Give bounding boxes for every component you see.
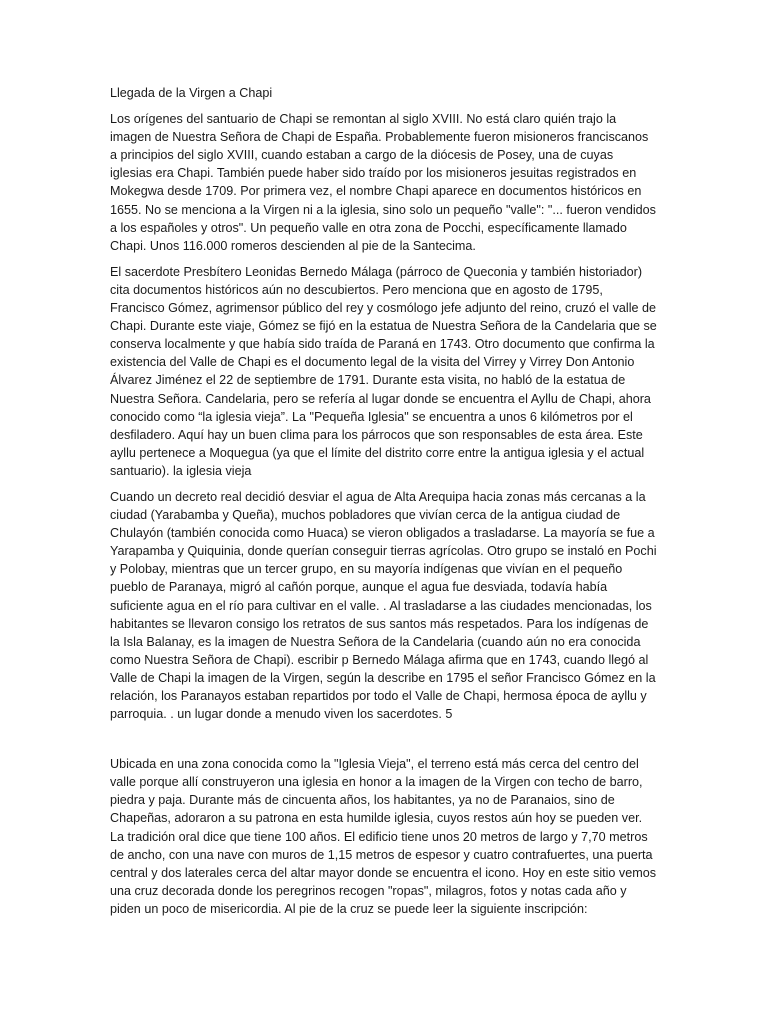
paragraph-origins: Los orígenes del santuario de Chapi se remontan al siglo XVIII. No está claro quién trajo la imagen de Nuestra Señora de Chapi de España. Probablemente fueron misioneros franciscanos a principios del siglo XVIII, cuando estaban a cargo de la diócesis de Posey, una de cuyas iglesias era Chapi. También puede haber sido traído por los misioneros jesuitas registrados en Mokegwa desde 1709. Por primera vez, el nombre Chapi aparece en documentos históricos en 1655. No se menciona a la Virgen ni a la iglesia, sino solo un pequeño "valle": "... fueron vendidos a los españoles y otros". Un pequeño valle en otra zona de Pocchi, específicamente llamado Chapi. Unos 116.000 romeros descienden al pie de la Santecima. xyxy=(110,112,656,253)
document-page xyxy=(110,84,658,918)
paragraph-bernedo: El sacerdote Presbítero Leonidas Bernedo Málaga (párroco de Queconia y también historiador) cita documentos históricos aún no descubiertos. Pero menciona que en agosto de 1795, Francisco Gómez, agrimensor público del rey y cosmólogo jefe adjunto del reino, cruzó el valle de Chapi. Durante este viaje, Gómez se fijó en la estatua de Nuestra Señora de la Candelaria que se conserva localmente y que había sido traída de Paraná en 1743. Otro documento que confirma la existencia del Valle de Chapi es el documento legal de la visita del Virrey y Virrey Don Antonio Álvarez Jiménez el 22 de septiembre de 1791. Durante esta visita, no habló de la estatua de Nuestra Señora. Candelaria, pero se refería al lugar donde se encuentra el Ayllu de Chapi, ahora conocido como “la iglesia vieja”. La "Pequeña Iglesia" se encuentra a unos 6 kilómetros por el desfiladero. Aquí hay un buen clima para los párrocos que son responsables de esta área. Este ayllu pertenece a Moquegua (ya que el límite del distrito corre entre la antigua iglesia y el actual santuario). la iglesia vieja xyxy=(110,264,657,478)
paragraph-royal-decree: Cuando un decreto real decidió desviar el agua de Alta Arequipa hacia zonas más cercanas a la ciudad (Yarabamba y Queña), muchos pobladores que vivían cerca de la antigua ciudad de Chulayón (también conocida como Huaca) se vieron obligados a trasladarse. La mayoría se fue a Yarapamba y Quiquinia, donde querían conseguir tierras agrícolas. Otro grupo se instaló en Pochi y Polobay, mientras que un tercer grupo, en su mayoría indígenas que vivían en el pequeño pueblo de Paranaya, migró al cañón porque, aunque el agua fue desviada, todavía había suficiente agua en el río para cultivar en el valle. . Al trasladarse a las ciudades mencionadas, los habitantes se llevaron consigo los retratos de sus santos más respetados. Para los indígenas de la Isla Balanay, es la imagen de Nuestra Señora de la Candelaria (cuando aún no era conocida como Nuestra Señora de Chapi). escribir p Bernedo Málaga afirma que en 1743, cuando llegó al Valle de Chapi la imagen de la Virgen, según la describe en 1795 el señor Francisco Gómez en la relación, los Paranayos estaban repartidos por todo el Valle de Chapi, hermosa época de ayllu y parroquia. . un lugar donde a menudo viven los sacerdotes. 5 xyxy=(110,489,657,722)
paragraph-old-church: Ubicada en una zona conocida como la "Iglesia Vieja", el terreno está más cerca del centro del valle porque allí construyeron una iglesia en honor a la imagen de la Virgen con techo de barro, piedra y paja. Durante más de cincuenta años, los habitantes, ya no de Paranaios, sino de Chapeñas, adoraron a su patrona en esta humilde iglesia, cuyos restos aún hoy se pueden ver. La tradición oral dice que tiene 100 años. El edificio tiene unos 20 metros de largo y 7,70 metros de ancho, con una nave con muros de 1,15 metros de espesor y cuatro contrafuertes, una puerta central y dos laterales cerca del altar mayor donde se encuentra el icono. Hoy en este sitio vemos una cruz decorada donde los peregrinos recogen "ropas", milagros, fotos y notas cada año y piden un poco de misericordia. Al pie de la cruz se puede leer la siguiente inscripción: xyxy=(110,757,657,916)
document-title: Llegada de la Virgen a Chapi xyxy=(110,86,273,100)
